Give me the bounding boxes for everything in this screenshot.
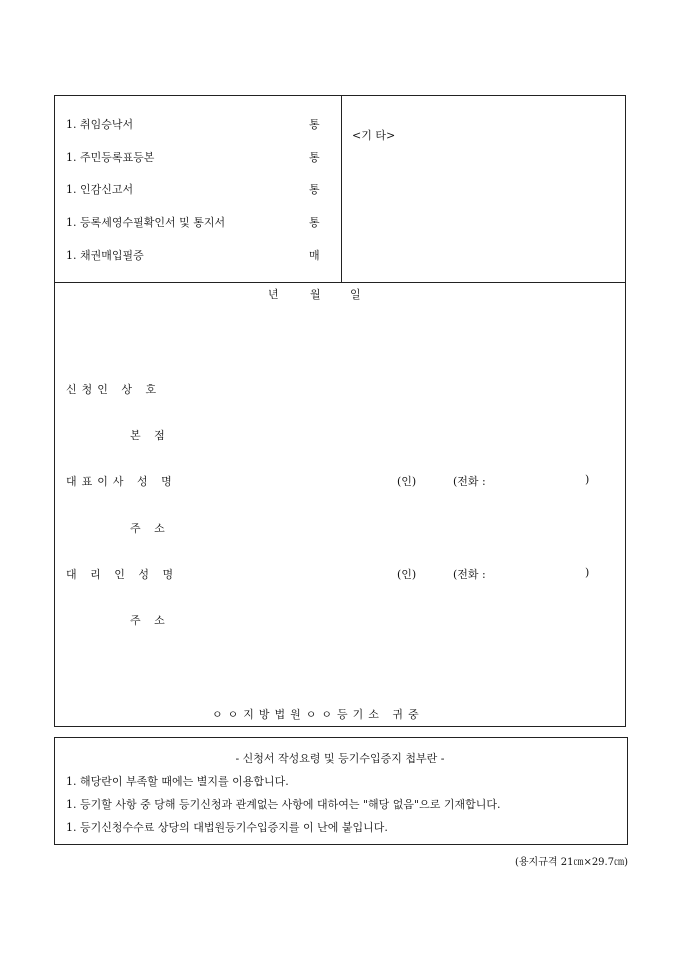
court-addressee: ㅇㅇ지방법원ㅇㅇ등기소 귀중 <box>212 708 424 721</box>
attachment-unit-1: 통 <box>309 118 320 131</box>
ceo-phone-label: (전화 : <box>453 475 486 488</box>
instructions-title: - 신청서 작성요령 및 등기수입증지 첩부란 - <box>235 752 445 765</box>
attachment-unit-4: 통 <box>309 216 320 229</box>
agent-phone-label: (전화 : <box>453 568 486 581</box>
date-day: 일 <box>350 288 361 301</box>
date-month: 월 <box>310 288 321 301</box>
ceo-address-label: 주 소 <box>130 522 170 535</box>
instruction-line-2: 1. 등기할 사항 중 당해 등기신청과 관계없는 사항에 대하여는 "해당 없음"으로 기재합니다. <box>66 798 501 811</box>
attachment-item-3: 1. 인감신고서 <box>66 183 134 196</box>
paper-size-note: (용지규격 21㎝×29.7㎝) <box>515 857 628 868</box>
attachment-unit-5: 매 <box>309 249 320 262</box>
instruction-line-1: 1. 해당란이 부족할 때에는 별지를 이용합니다. <box>66 775 289 788</box>
application-form-box <box>54 95 626 727</box>
agent-address-label: 주 소 <box>130 614 170 627</box>
agent-phone-close: ) <box>585 566 590 579</box>
agent-name-label: 대 리 인 성 명 <box>66 568 179 581</box>
company-name-label: 신청인 상 호 <box>66 383 162 396</box>
date-year: 년 <box>268 288 279 301</box>
attachment-item-5: 1. 채권매입필증 <box>66 249 144 262</box>
section-divider <box>55 282 625 283</box>
agent-seal: (인) <box>397 568 417 581</box>
head-office-label: 본 점 <box>130 429 170 442</box>
ceo-phone-close: ) <box>585 473 590 486</box>
attachment-item-4: 1. 등록세영수필확인서 및 통지서 <box>66 216 226 229</box>
attachment-unit-2: 통 <box>309 151 320 164</box>
attachment-item-2: 1. 주민등록표등본 <box>66 151 155 164</box>
attachment-item-1: 1. 취임승낙서 <box>66 118 134 131</box>
ceo-name-label: 대표이사 성 명 <box>66 475 177 488</box>
column-divider <box>341 96 342 282</box>
ceo-seal: (인) <box>397 475 417 488</box>
attachment-unit-3: 통 <box>309 183 320 196</box>
other-attachments-label: <기 타> <box>352 129 396 142</box>
instruction-line-3: 1. 등기신청수수료 상당의 대법원등기수입증지를 이 난에 붙입니다. <box>66 821 388 834</box>
